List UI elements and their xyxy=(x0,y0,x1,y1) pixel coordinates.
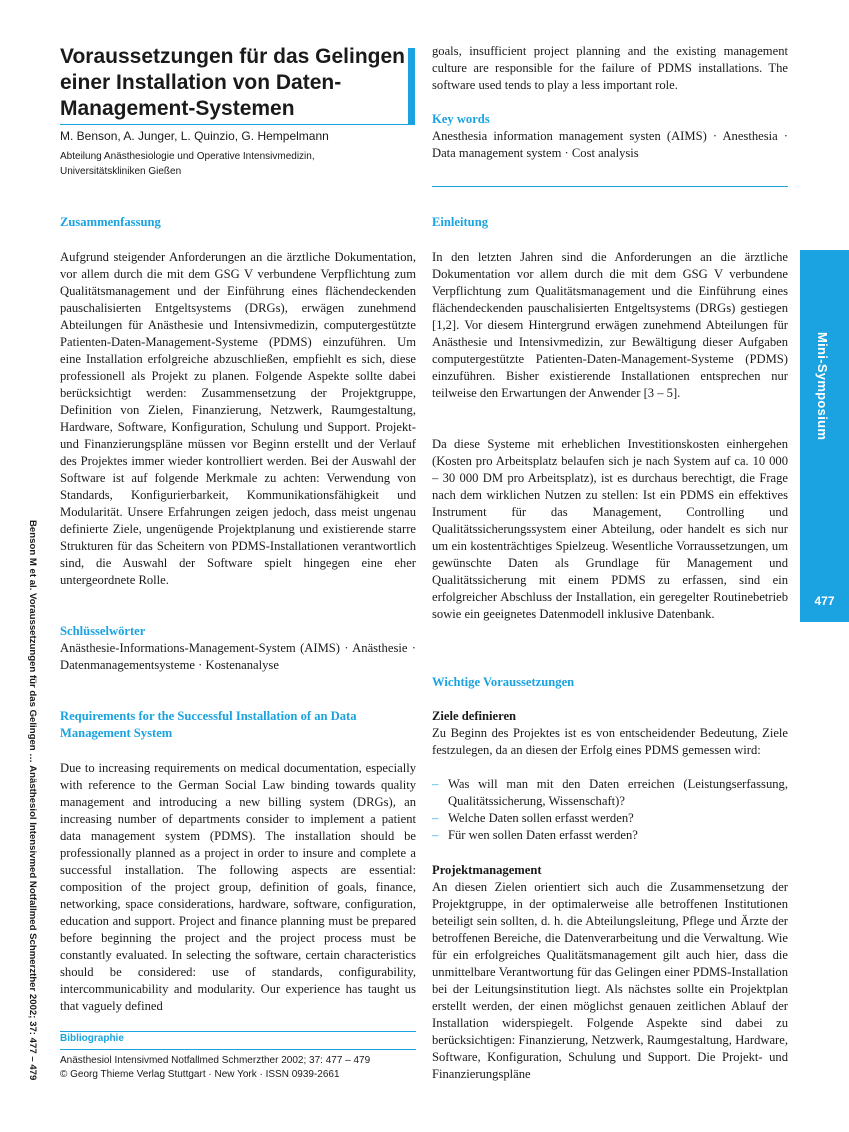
ziele-list xyxy=(432,776,788,844)
abstract-en-heading-line-2: Management System xyxy=(60,726,173,740)
einleitung-heading: Einleitung xyxy=(432,215,488,229)
zusammenfassung-text: Aufgrund steigender Anforderungen an die ärztliche Dokumentation, vor allem durch die mit dem GSG V verbundene Verpflichtung zum Qualitätsmanagement und der Einführung eines flächendeckenden pauschalisierten Entgeltsystems (DRGs), erwägen zunehmend Abteilungen für Anästhesie und Intensivmedizin, computergestützte Patienten-Daten-Management-Systeme (PDMS) einzuführen. Um eine Installation erfolgreiche abzuschließen, empfiehlt es sich, diese professionell als Projekt zu planen. Folgende Aspekte sollte dabei berücksichtigt werden: Zusammensetzung der Projektgruppe, Definition von Zielen, Finanzierung, Netzwerk, Raumgestaltung, Hardware, Software, Konfiguration, Schulung und Support. Projekt- und Finanzierungspläne müssen vor Beginn erstellt und der Verlauf des Projektes immer wieder kontrolliert werden. Bei der Auswahl der Software ist auf folgende Merkmale zu achten: Verwendung von Standards, Konfigurierbarkeit, Kommunikationsfähigkeit und Modularität. Unsere Erfahrungen zeigen jedoch, dass meist ungenau definierte Ziele, ungenügende Projektplanung und existierende starre Strukturen für das Scheitern von PDMS-Installationen verantwortlich sind, die Auswahl der Software spielt hingegen eine eher untergeordnete Rolle. xyxy=(60,250,416,587)
right-column-divider xyxy=(432,186,788,187)
einleitung-paragraph-2: Da diese Systeme mit erheblichen Investitionskosten einhergehen (Kosten pro Arbeitsplatz belaufen sich je nach System auf ca. 10 000 – 30 000 DM pro Arbeitsplatz), ist es durchaus berechtigt, die Frage nach dem wirklichen Nutzen zu stellen: Ist ein PDMS ein effektives Instrument für das Management, Controlling und Qualitätssicherungssystem einer Abteilung, oder handelt es sich nur um ein kostenträchtiges Spielzeug. Wesentliche Vorraussetzungen, um gewünschte Daten als Grundlage für Management und Qualitätssicherung mit einem PDMS zu erfassen, sind ein erfolgreicher Abschluss der Installation, ein geregelter Routinebetrieb sowie ein geeignetes Datenmodell inklusive Datenbank. xyxy=(432,437,788,621)
article-title: Voraussetzungen für das Gelingen einer Installation von Daten-Management-Systemen xyxy=(60,45,406,120)
projekt-text: An diesen Zielen orientiert sich auch die Zusammensetzung der Projektgruppe, in der optimalerweise alle betroffenen Institutionen beteiligt sein sollten, d. h. die Abteilungsleitung, Pflege und Ärzte der betroffenen Bereiche, die Datenverarbeitung und die Verwaltung. Wie für ein erfolgreiches Qualitätsmanagement gilt auch hier, dass die unmittelbare Verantwortung für das Gelingen einer PDMS-Installation bei der Leitungsinstitution liegt. Als nächstes sollte ein Projektplan erstellt werden, der einen möglichst genauen zeitlichen Ablauf der Installation widerspiegelt. Folgende Aspekte sind dabei zu berücksichtigen: Finanzierung, Netzwerk, Raumgestaltung, Hardware, Software, Konfiguration, Schulung und Support. Die Projekt- und Finanzierungspläne xyxy=(432,880,788,1081)
abstract-en-heading xyxy=(60,708,416,742)
affiliation xyxy=(60,149,415,179)
section-tab-label: Mini-Symposium xyxy=(815,332,830,441)
abstract-en-continued: goals, insufficient project planning and the existing management culture are responsible for the failure of PDMS installations. The software used tends to play a less important role. xyxy=(432,44,788,92)
keywords-en-text: Anesthesia information management systen (AIMS) · Anesthesia · Data management system · Cost analysis xyxy=(432,129,788,160)
list-item xyxy=(432,810,788,827)
zusammenfassung-heading: Zusammenfassung xyxy=(60,215,161,229)
affiliation-line-1: Abteilung Anästhesiologie und Operative Intensivmedizin, xyxy=(60,151,315,162)
schluesselwoerter-heading: Schlüsselwörter xyxy=(60,624,146,638)
wichtige-heading: Wichtige Voraussetzungen xyxy=(432,675,575,689)
abstract-en-heading-line-1: Requirements for the Successful Installation of an Data xyxy=(60,709,357,723)
author-list: M. Benson, A. Junger, L. Quinzio, G. Hempelmann xyxy=(60,129,329,143)
running-citation: Benson M et al. Voraussetzungen für das Gelingen … Anästhesiol Intensivmed Notfallmed Schmerzther 2002; 37: 477 – 479 xyxy=(27,520,38,1081)
bibliography-text xyxy=(60,1054,416,1082)
projekt-heading: Projektmanagement xyxy=(432,863,542,877)
keywords-en-heading: Key words xyxy=(432,112,490,126)
list-item-text: Was will man mit den Daten erreichen (Leistungserfassung, Qualitätssicherung, Wissenschaft)? xyxy=(448,777,788,808)
ziele-heading: Ziele definieren xyxy=(432,709,517,723)
ziele-text: Zu Beginn des Projektes ist es von entscheidender Bedeutung, Ziele festzulegen, da an diesen der Erfolg eines PDMS gemessen wird: xyxy=(432,726,788,757)
einleitung-paragraph-1: In den letzten Jahren sind die Anforderungen an die ärztliche Dokumentation vor allem durch die mit dem GSG V verbundene Verpflichtung zum Qualitätsmanagement und die Einführung eines flächendeckenden pauschalisierten Entgeltsystems (DRGs) gestiegen [1,2]. Vor diesem Hintergrund erwägen zunehmend Abteilungen für Anästhesie und Intensivmedizin, zur Bewältigung dieser Aufgaben computergestützte Patienten-Daten-Management-Systeme (PDMS) einzuführen. Bisher existierende Installationen entsprechen nur teilweise den Erwartungen der Anwender [3 – 5]. xyxy=(432,250,788,400)
bibliography-line-1: Anästhesiol Intensivmed Notfallmed Schmerzther 2002; 37: 477 – 479 xyxy=(60,1055,371,1066)
dash-marker: – xyxy=(432,828,439,842)
page-number: 477 xyxy=(814,594,835,608)
bibliography-line-2: © Georg Thieme Verlag Stuttgart · New York · ISSN 0939-2661 xyxy=(60,1069,340,1080)
bibliography-rule-top xyxy=(60,1031,416,1032)
list-item xyxy=(432,776,788,810)
dash-marker: – xyxy=(432,811,439,825)
title-divider xyxy=(60,124,415,125)
list-item-text: Welche Daten sollen erfasst werden? xyxy=(448,811,634,825)
list-item xyxy=(432,827,788,844)
dash-marker: – xyxy=(432,777,439,791)
list-item-text: Für wen sollen Daten erfasst werden? xyxy=(448,828,638,842)
bibliography-rule xyxy=(60,1049,416,1050)
affiliation-line-2: Universitätskliniken Gießen xyxy=(60,166,182,177)
abstract-en-text: Due to increasing requirements on medical documentation, especially with reference to the German Social Law binding towards quality management and introducing a new billing system (DRGs), an increasing number of departments consider to implement a patient data management system (PDMS). The installation should be professionally planned as a project in order to insure and complete a successful installation. The following aspects are essential: composition of the project group, definition of goals, finance, networking, space considerations, hardware, software, configuration, education and support. Project and finance planning must be prepared before beginning the project and the project process must be constantly evaluated. In selecting the software, certain characteristics should be considered: use of standards, configurability, intercommunicability and modularity. Our experience has taught us that vaguely defined xyxy=(60,761,416,1013)
bibliography-label: Bibliographie xyxy=(60,1033,124,1044)
title-accent-bar xyxy=(408,48,415,124)
schluesselwoerter-text: Anästhesie-Informations-Management-System (AIMS) · Anästhesie · Datenmanagementsysteme · Kostenanalyse xyxy=(60,641,416,672)
